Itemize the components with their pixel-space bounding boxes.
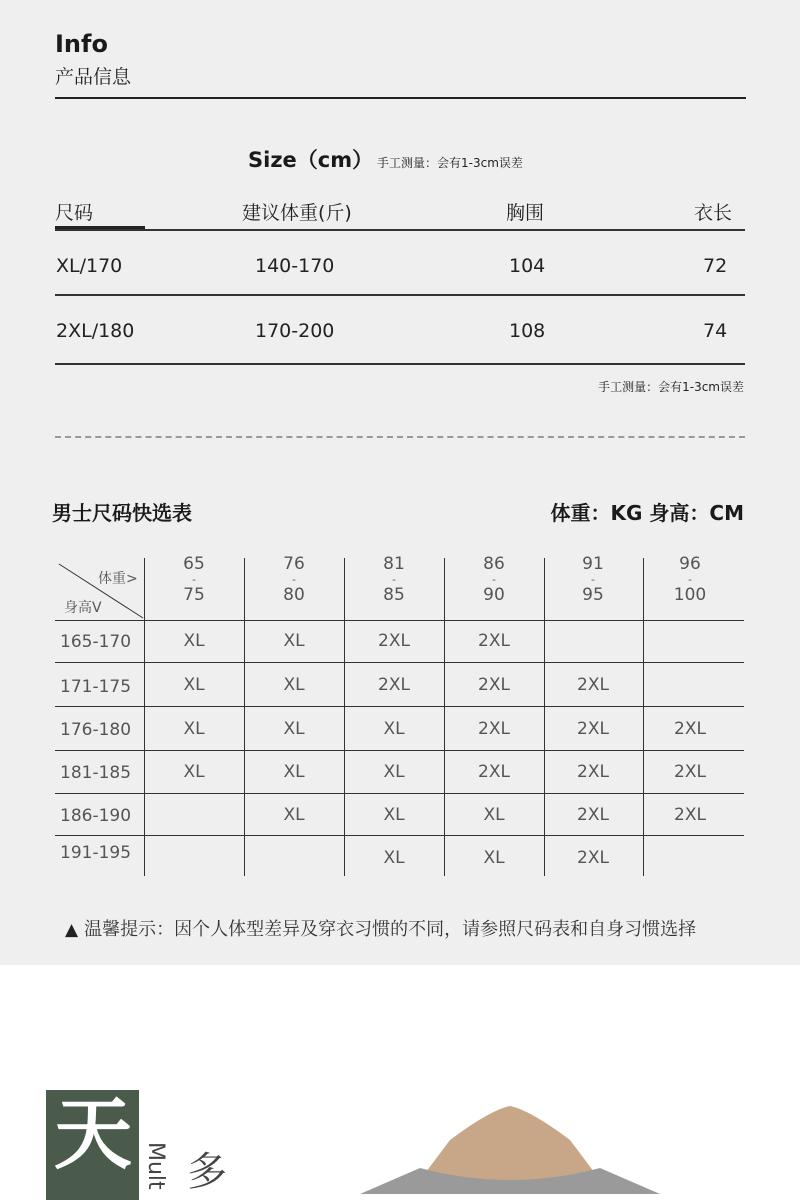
measure-footnote: 手工测量：会有1-3cm误差 bbox=[598, 380, 744, 394]
size-recommendation: XL bbox=[383, 719, 405, 739]
size-recommendation: XL bbox=[183, 762, 205, 782]
size-recommendation: 2XL bbox=[478, 631, 510, 651]
weight-dash: - bbox=[492, 573, 496, 586]
size-cell: 74 bbox=[703, 320, 728, 342]
weight-to: 100 bbox=[673, 585, 707, 606]
size-recommendation: 2XL bbox=[577, 719, 609, 739]
size-recommendation: 2XL bbox=[577, 805, 609, 825]
weight-range-header bbox=[344, 556, 444, 604]
size-recommendation: XL bbox=[283, 805, 305, 825]
weight-dash: - bbox=[688, 573, 692, 586]
weight-to: 75 bbox=[183, 585, 205, 606]
size-recommendation: XL bbox=[483, 805, 505, 825]
weight-from: 96 bbox=[679, 554, 701, 574]
size-recommendation: 2XL bbox=[577, 675, 609, 695]
logo-vertical-text: Mult bbox=[143, 1142, 168, 1190]
weight-dash: - bbox=[392, 573, 396, 586]
size-recommendation: 2XL bbox=[378, 631, 410, 651]
grid-line bbox=[643, 558, 644, 876]
size-recommendation: XL bbox=[183, 675, 205, 695]
dashed-divider bbox=[55, 436, 745, 438]
hanger-image bbox=[360, 1100, 660, 1194]
size-recommendation: XL bbox=[383, 805, 405, 825]
size-cell: 2XL/180 bbox=[56, 320, 135, 342]
weight-range-header bbox=[244, 556, 344, 604]
size-recommendation: XL bbox=[383, 848, 405, 868]
info-subtitle: 产品信息 bbox=[55, 66, 132, 88]
weight-dash: - bbox=[591, 573, 595, 586]
grid-line bbox=[344, 558, 345, 876]
size-recommendation: 2XL bbox=[674, 719, 706, 739]
table-row-divider bbox=[55, 229, 745, 231]
weight-from: 81 bbox=[383, 554, 405, 574]
grid-line bbox=[55, 793, 744, 794]
height-label: 165-170 bbox=[60, 632, 132, 652]
size-measure-note: 手工测量：会有1-3cm误差 bbox=[377, 156, 523, 170]
info-title: Info bbox=[55, 30, 108, 58]
grid-line bbox=[444, 558, 445, 876]
size-recommendation: XL bbox=[483, 848, 505, 868]
brand-logo bbox=[46, 1090, 139, 1200]
size-col-header: 胸围 bbox=[506, 202, 545, 224]
quick-select-units: 体重：KG 身高：CM bbox=[550, 501, 744, 525]
size-heading: Size（cm） bbox=[248, 148, 374, 172]
size-cell: 108 bbox=[509, 320, 546, 342]
weight-dash: - bbox=[192, 573, 196, 586]
weight-range-header bbox=[444, 556, 544, 604]
size-recommendation: 2XL bbox=[577, 848, 609, 868]
grid-line bbox=[55, 750, 744, 751]
size-recommendation: 2XL bbox=[478, 719, 510, 739]
size-tip-text: 温馨提示：因个人体型差异及穿衣习惯的不同，请参照尺码表和自身习惯选择 bbox=[84, 919, 697, 940]
grid-line bbox=[144, 558, 145, 876]
size-recommendation: XL bbox=[283, 631, 305, 651]
height-label: 186-190 bbox=[60, 806, 132, 826]
height-label: 176-180 bbox=[60, 720, 132, 740]
size-cell: XL/170 bbox=[56, 255, 123, 277]
weight-dash: - bbox=[292, 573, 296, 586]
weight-range-header bbox=[640, 556, 740, 604]
weight-from: 65 bbox=[183, 554, 205, 574]
weight-to: 85 bbox=[383, 585, 405, 606]
weight-from: 91 bbox=[582, 554, 604, 574]
grid-line bbox=[55, 662, 744, 663]
height-label: 171-175 bbox=[60, 677, 132, 697]
table-row-divider bbox=[55, 363, 745, 365]
size-col-header: 尺码 bbox=[55, 202, 94, 224]
grid-line bbox=[544, 558, 545, 876]
corner-height-label: 身高V bbox=[64, 600, 102, 616]
size-recommendation: 2XL bbox=[674, 762, 706, 782]
weight-from: 76 bbox=[283, 554, 305, 574]
size-recommendation: XL bbox=[283, 675, 305, 695]
height-label: 191-195 bbox=[60, 843, 132, 863]
size-tip bbox=[65, 915, 696, 941]
grid-line bbox=[55, 706, 744, 707]
logo-cn-text: 多 bbox=[187, 1149, 227, 1195]
size-recommendation: XL bbox=[383, 762, 405, 782]
weight-to: 95 bbox=[582, 585, 604, 606]
size-recommendation: 2XL bbox=[674, 805, 706, 825]
table-row-divider bbox=[55, 294, 745, 296]
weight-range-header bbox=[144, 556, 244, 604]
grid-line bbox=[55, 620, 744, 621]
size-cell: 72 bbox=[703, 255, 728, 277]
size-recommendation: XL bbox=[283, 762, 305, 782]
size-col-header: 衣长 bbox=[694, 202, 733, 224]
grid-line bbox=[244, 558, 245, 876]
size-recommendation: 2XL bbox=[478, 762, 510, 782]
size-cell: 140-170 bbox=[255, 255, 335, 277]
quick-select-title: 男士尺码快选表 bbox=[52, 501, 192, 525]
weight-range-header bbox=[543, 556, 643, 604]
size-recommendation: XL bbox=[183, 631, 205, 651]
size-recommendation: 2XL bbox=[478, 675, 510, 695]
weight-from: 86 bbox=[483, 554, 505, 574]
size-cell: 170-200 bbox=[255, 320, 335, 342]
info-divider bbox=[55, 97, 746, 99]
weight-to: 80 bbox=[283, 585, 305, 606]
size-recommendation: XL bbox=[183, 719, 205, 739]
logo-char: 天 bbox=[54, 1090, 133, 1180]
grid-line bbox=[55, 835, 744, 836]
weight-to: 90 bbox=[483, 585, 505, 606]
size-recommendation: 2XL bbox=[378, 675, 410, 695]
size-col-header: 建议体重(斤) bbox=[242, 202, 352, 224]
corner-weight-label: 体重> bbox=[98, 571, 138, 587]
size-cell: 104 bbox=[509, 255, 546, 277]
warning-triangle-icon: ▲ bbox=[65, 920, 79, 940]
height-label: 181-185 bbox=[60, 763, 132, 783]
size-recommendation: XL bbox=[283, 719, 305, 739]
size-recommendation: 2XL bbox=[577, 762, 609, 782]
